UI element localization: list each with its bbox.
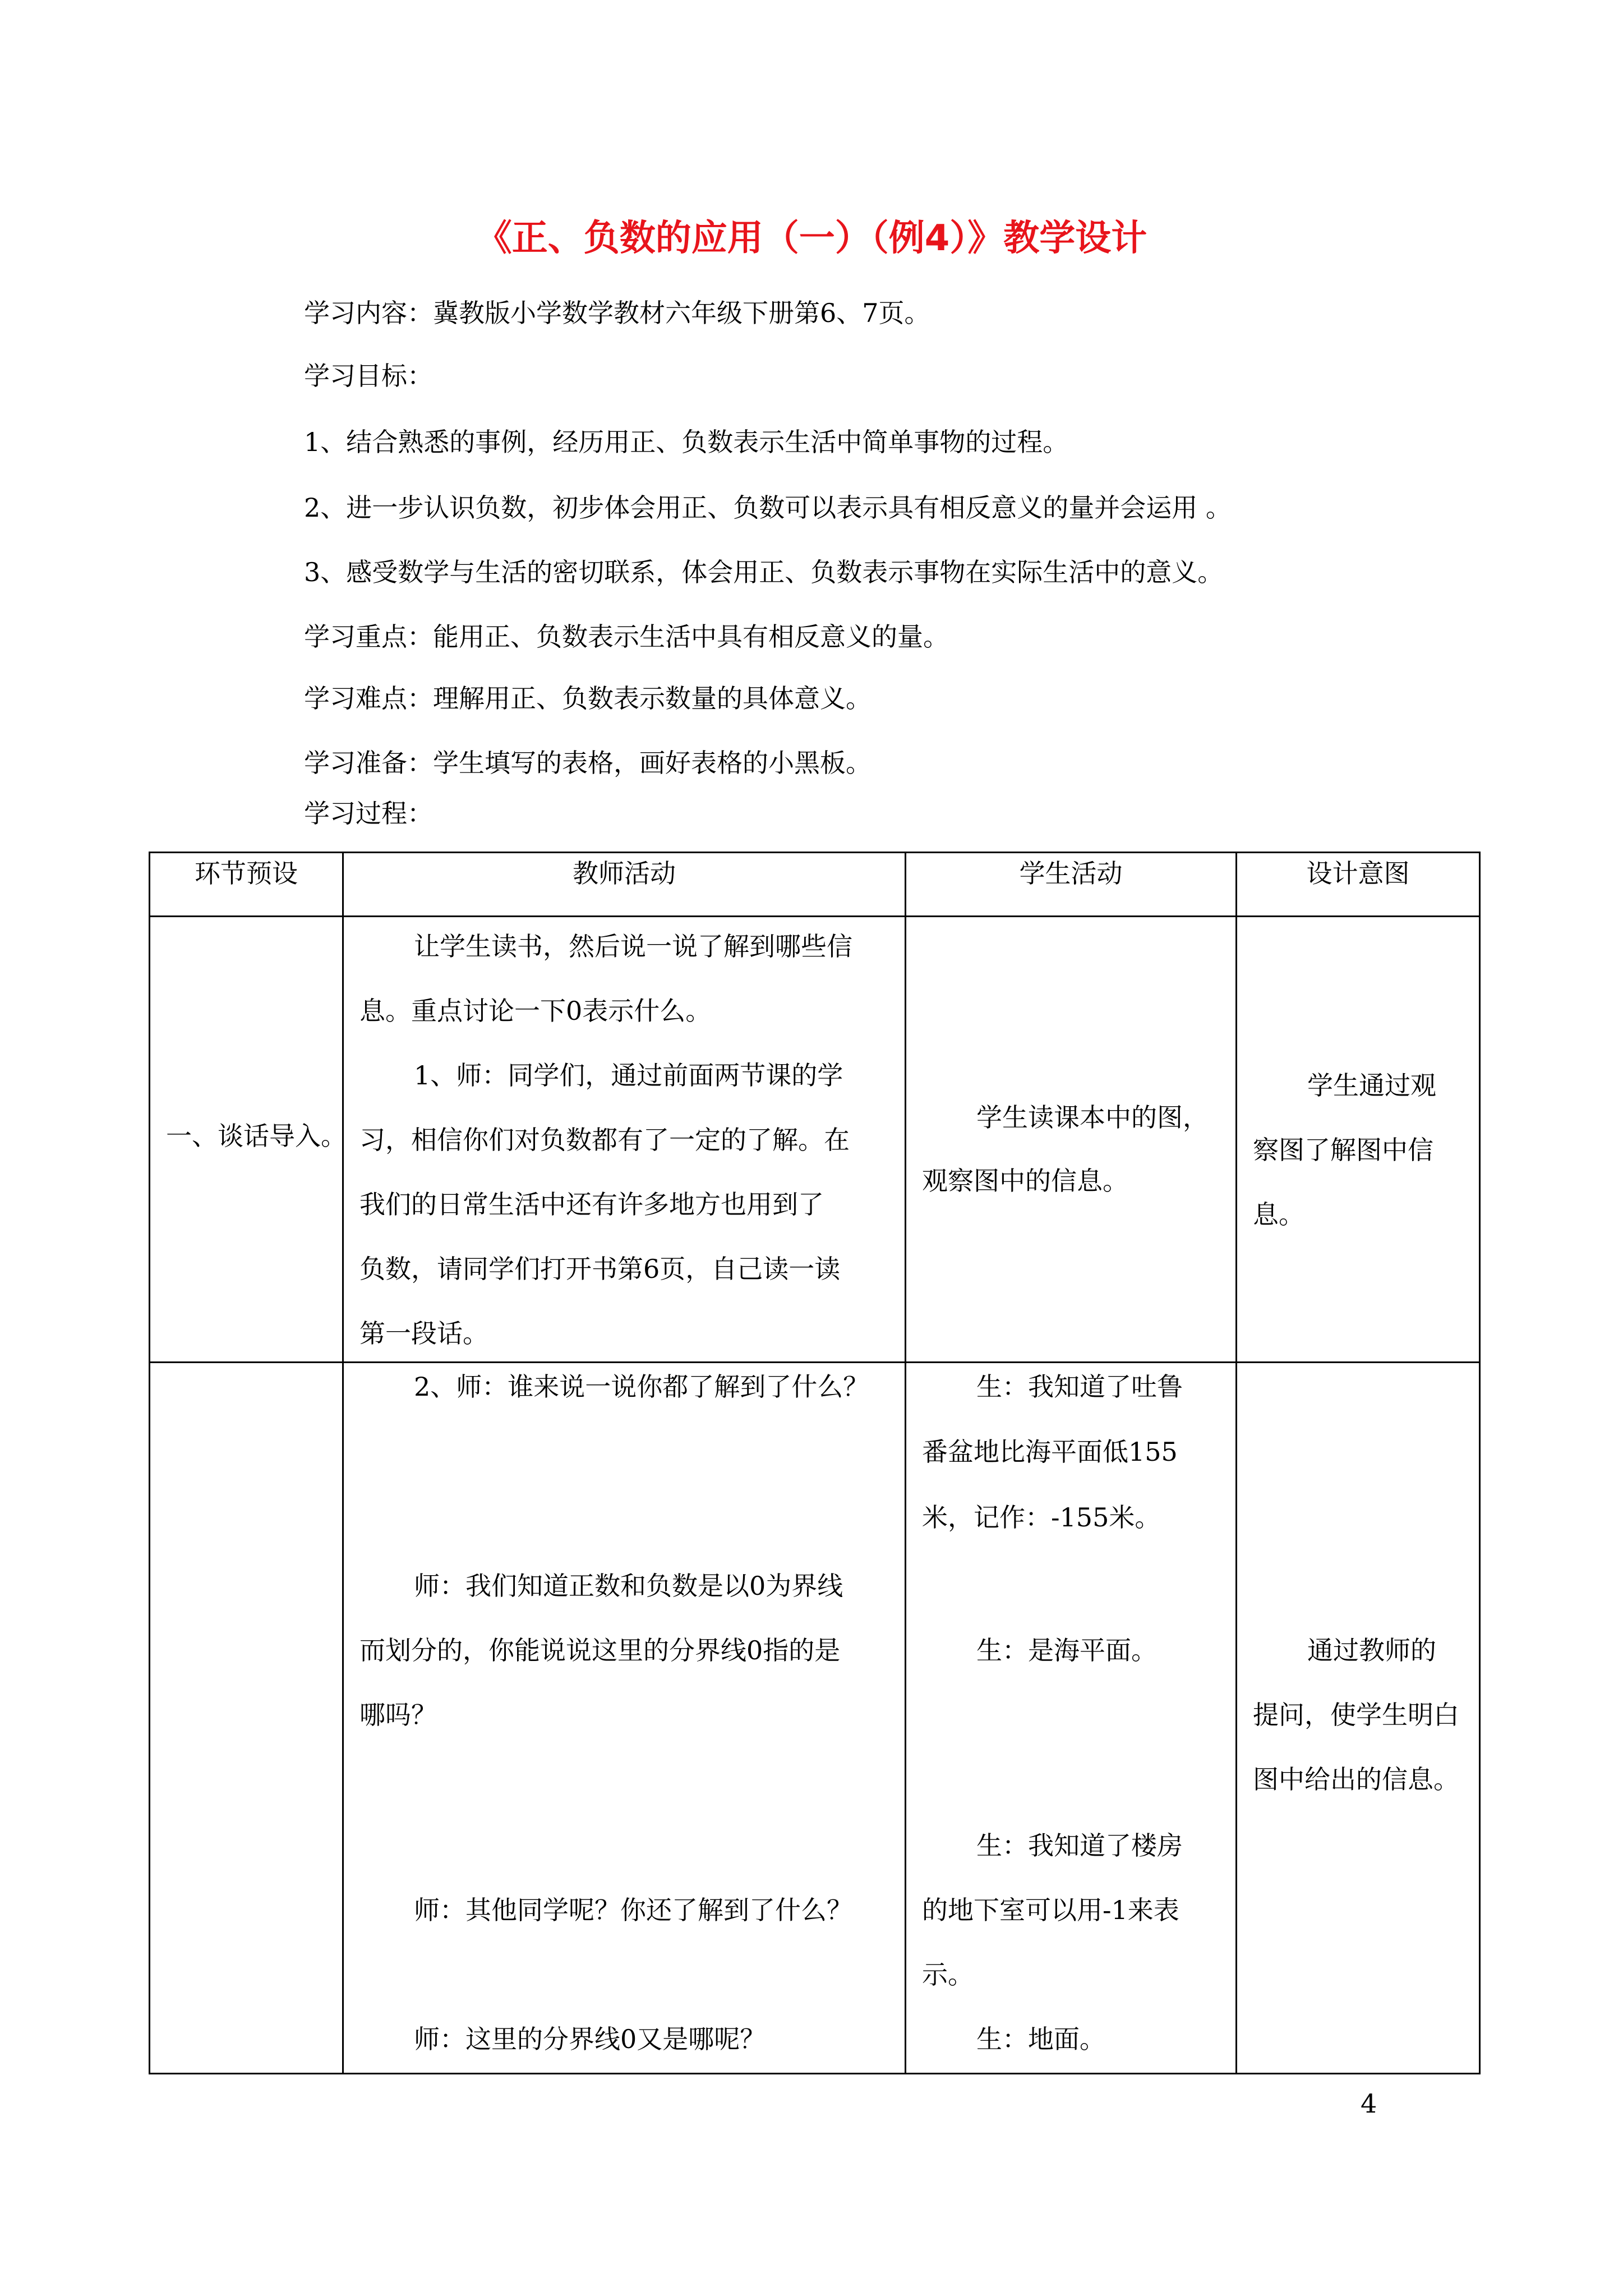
teacher-line: 第一段话。 bbox=[359, 1318, 488, 1349]
student-line: 生：地面。 bbox=[976, 2024, 1105, 2054]
student-line: 番盆地比海平面低155 bbox=[922, 1437, 1178, 1467]
teacher-cell bbox=[343, 1363, 906, 2074]
intent-line: 察图了解图中信 bbox=[1253, 1135, 1433, 1165]
intent-line: 提问，使学生明白 bbox=[1253, 1700, 1459, 1730]
student-line: 学生读课本中的图， bbox=[976, 1102, 1209, 1133]
teacher-line: 习，相信你们对负数都有了一定的了解。在 bbox=[359, 1125, 850, 1155]
intent-cell bbox=[1237, 1363, 1480, 2074]
header-student: 学生活动 bbox=[906, 853, 1237, 917]
key-point: 学习重点：能用正、负数表示生活中具有相反意义的量。 bbox=[304, 622, 949, 652]
header-stage: 环节预设 bbox=[150, 853, 343, 917]
student-cell bbox=[906, 917, 1237, 1363]
page-number: 4 bbox=[1361, 2088, 1377, 2119]
learning-goals-label: 学习目标： bbox=[304, 361, 433, 391]
teacher-line: 而划分的，你能说说这里的分界线0指的是 bbox=[359, 1635, 841, 1665]
stage-cell bbox=[150, 1363, 343, 2074]
stage-label: 一、谈话导入。 bbox=[166, 1121, 347, 1151]
goal-1: 1、结合熟悉的事例，经历用正、负数表示生活中简单事物的过程。 bbox=[304, 427, 1069, 457]
difficulty: 学习难点：理解用正、负数表示数量的具体意义。 bbox=[304, 683, 872, 714]
learning-content: 学习内容：冀教版小学数学教材六年级下册第6、7页。 bbox=[304, 298, 930, 328]
goal-2: 2、进一步认识负数，初步体会用正、负数可以表示具有相反意义的量并会运用 。 bbox=[304, 493, 1232, 523]
intent-line: 图中给出的信息。 bbox=[1253, 1764, 1459, 1795]
student-cell bbox=[906, 1363, 1237, 2074]
student-line: 米，记作：-155米。 bbox=[922, 1502, 1161, 1533]
student-line: 生：我知道了吐鲁 bbox=[976, 1372, 1183, 1402]
header-intent: 设计意图 bbox=[1237, 853, 1480, 917]
teacher-line: 负数，请同学们打开书第6页，自己读一读 bbox=[359, 1254, 841, 1284]
teacher-line: 1、师：同学们，通过前面两节课的学 bbox=[414, 1060, 843, 1091]
teacher-line: 师：我们知道正数和负数是以0为界线 bbox=[414, 1571, 843, 1601]
teacher-line: 2、师：谁来说一说你都了解到了什么？ bbox=[414, 1372, 869, 1402]
document-title: 《正、负数的应用（一）（例4）》教学设计 bbox=[476, 218, 1147, 259]
student-line: 观察图中的信息。 bbox=[922, 1166, 1128, 1196]
intent-line: 学生通过观 bbox=[1307, 1070, 1436, 1101]
teacher-line: 息。重点讨论一下0表示什么。 bbox=[359, 996, 712, 1026]
goal-3: 3、感受数学与生活的密切联系，体会用正、负数表示事物在实际生活中的意义。 bbox=[304, 557, 1224, 587]
header-teacher: 教师活动 bbox=[343, 853, 906, 917]
stage-cell bbox=[150, 917, 347, 1363]
student-line: 生：是海平面。 bbox=[976, 1635, 1157, 1665]
process-label: 学习过程： bbox=[304, 798, 433, 829]
student-line: 示。 bbox=[922, 1959, 974, 1990]
teacher-cell bbox=[343, 917, 906, 1363]
teacher-line: 师：其他同学呢？你还了解到了什么？ bbox=[414, 1895, 852, 1925]
teacher-line: 我们的日常生活中还有许多地方也用到了 bbox=[359, 1189, 824, 1220]
preparation: 学习准备：学生填写的表格，画好表格的小黑板。 bbox=[304, 748, 872, 778]
teacher-line: 师：这里的分界线0又是哪呢？ bbox=[414, 2024, 766, 2054]
intent-line: 通过教师的 bbox=[1307, 1635, 1436, 1665]
header-row bbox=[150, 853, 1480, 917]
teacher-line: 哪吗？ bbox=[359, 1700, 437, 1730]
intent-line: 息。 bbox=[1253, 1199, 1304, 1230]
teacher-line: 让学生读书，然后说一说了解到哪些信 bbox=[414, 931, 852, 961]
table-row bbox=[150, 917, 1480, 1363]
student-line: 生：我知道了楼房 bbox=[976, 1830, 1183, 1861]
lesson-table bbox=[149, 852, 1481, 2074]
student-line: 的地下室可以用-1来表 bbox=[922, 1895, 1179, 1925]
table-row bbox=[150, 1363, 1480, 2074]
intent-cell bbox=[1237, 917, 1480, 1363]
